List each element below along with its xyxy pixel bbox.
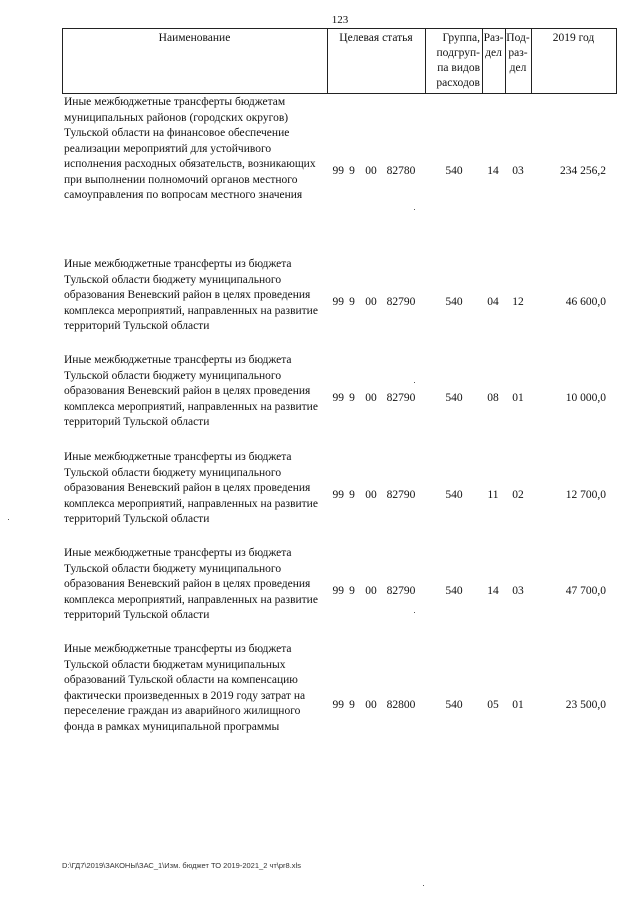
row-target-code-3: 00 bbox=[365, 699, 377, 711]
row-amount: 47 700,0 bbox=[565, 585, 606, 597]
row-target-code-2: 9 bbox=[349, 165, 355, 177]
header-section-line: Раз- bbox=[483, 32, 504, 44]
row-amount: 234 256,2 bbox=[560, 165, 606, 177]
row-section: 04 bbox=[487, 296, 499, 308]
row-target-code-2: 9 bbox=[349, 585, 355, 597]
row-target-code-4: 82790 bbox=[386, 392, 416, 404]
header-year: 2019 год bbox=[552, 32, 595, 44]
row-target-code-3: 00 bbox=[365, 489, 377, 501]
row-target-code-2: 9 bbox=[349, 489, 355, 501]
header-subsection-line: Под- bbox=[506, 32, 530, 44]
header-target-article: Целевая статья bbox=[339, 32, 413, 44]
header-bottom-border bbox=[62, 93, 616, 94]
header-subsection bbox=[505, 31, 531, 76]
row-name: Иные межбюджетные трансферты из бюджета Тульской области бюджетам муниципальных образований Тульской области на компенсацию фактически произведенных в 2019 году затрат на переселение граждан из аварийного жилищного фонда в рамках муниципальной программы bbox=[64, 643, 306, 733]
header-subsection-line: раз- bbox=[508, 47, 528, 59]
row-target-code-4: 82790 bbox=[386, 296, 416, 308]
row-target-code-2: 9 bbox=[349, 699, 355, 711]
row-target-code-3: 00 bbox=[365, 392, 377, 404]
row-subsection: 03 bbox=[512, 165, 524, 177]
row-section: 08 bbox=[487, 392, 499, 404]
header-group-line: подгруп- bbox=[436, 47, 480, 59]
row-name: Иные межбюджетные трансферты из бюджета Тульской области бюджету муниципального образования Веневский район в целях проведения комплекса мероприятий, направленных на развитие территорий Тульской области bbox=[64, 547, 318, 621]
scan-speck bbox=[414, 209, 415, 210]
row-subsection: 01 bbox=[512, 699, 524, 711]
row-group: 540 bbox=[445, 489, 463, 501]
row-name: Иные межбюджетные трансферты бюджетам муниципальных районов (городских округов) Тульской области на финансовое обеспечение реализации мероприятий для устойчивого исполнения расходных обязательств, возникающих при выполнении полномочий органов местного самоуправления по вопросам местного значения bbox=[64, 96, 316, 201]
header-group-line: расходов bbox=[436, 77, 480, 89]
row-group: 540 bbox=[445, 585, 463, 597]
row-group: 540 bbox=[445, 296, 463, 308]
row-target-code-3: 00 bbox=[365, 585, 377, 597]
row-group: 540 bbox=[445, 699, 463, 711]
row-target-code-1: 99 bbox=[332, 489, 344, 501]
row-group: 540 bbox=[445, 165, 463, 177]
row-target-code-3: 00 bbox=[365, 296, 377, 308]
row-target-code-4: 82790 bbox=[386, 489, 416, 501]
header-section bbox=[482, 31, 505, 61]
scan-speck bbox=[414, 382, 415, 383]
header-name: Наименование bbox=[158, 32, 231, 44]
header-group bbox=[425, 31, 482, 91]
row-target-code-2: 9 bbox=[349, 296, 355, 308]
header-group-line: па видов bbox=[437, 62, 480, 74]
row-target-code-4: 82780 bbox=[386, 165, 416, 177]
row-subsection: 12 bbox=[512, 296, 524, 308]
scan-speck bbox=[414, 612, 415, 613]
header-divider bbox=[616, 28, 617, 94]
row-amount: 23 500,0 bbox=[565, 699, 606, 711]
row-target-code-1: 99 bbox=[332, 585, 344, 597]
row-section: 05 bbox=[487, 699, 499, 711]
row-target-code-1: 99 bbox=[332, 699, 344, 711]
row-group: 540 bbox=[445, 392, 463, 404]
scan-speck bbox=[8, 519, 9, 520]
file-path-footer: D:\ГД7\2019\ЗАКОНЫ\ЗАС_1\Изм. бюджет ТО 2019-2021_2 чт\pr8.xls bbox=[62, 861, 301, 870]
row-section: 14 bbox=[487, 165, 499, 177]
row-subsection: 03 bbox=[512, 585, 524, 597]
row-target-code-1: 99 bbox=[332, 165, 344, 177]
header-top-border bbox=[62, 28, 616, 29]
row-amount: 10 000,0 bbox=[565, 392, 606, 404]
row-target-code-1: 99 bbox=[332, 296, 344, 308]
row-target-code-4: 82790 bbox=[386, 585, 416, 597]
row-target-code-3: 00 bbox=[365, 165, 377, 177]
row-subsection: 02 bbox=[512, 489, 524, 501]
header-subsection-line: дел bbox=[509, 62, 527, 74]
row-amount: 46 600,0 bbox=[565, 296, 606, 308]
row-target-code-1: 99 bbox=[332, 392, 344, 404]
row-name: Иные межбюджетные трансферты из бюджета Тульской области бюджету муниципального образования Веневский район в целях проведения комплекса мероприятий, направленных на развитие территорий Тульской области bbox=[64, 354, 318, 428]
scan-speck bbox=[423, 885, 424, 886]
row-subsection: 01 bbox=[512, 392, 524, 404]
row-amount: 12 700,0 bbox=[565, 489, 606, 501]
row-name: Иные межбюджетные трансферты из бюджета Тульской области бюджету муниципального образования Веневский район в целях проведения комплекса мероприятий, направленных на развитие территорий Тульской области bbox=[64, 451, 318, 525]
row-target-code-2: 9 bbox=[349, 392, 355, 404]
row-name: Иные межбюджетные трансферты из бюджета Тульской области бюджету муниципального образования Веневский район в целях проведения комплекса мероприятий, направленных на развитие территорий Тульской области bbox=[64, 258, 318, 332]
row-section: 11 bbox=[487, 489, 499, 501]
header-section-line: дел bbox=[485, 47, 502, 59]
row-section: 14 bbox=[487, 585, 499, 597]
page-number: 123 bbox=[331, 14, 349, 26]
row-target-code-4: 82800 bbox=[386, 699, 416, 711]
header-group-line: Группа, bbox=[442, 32, 480, 44]
